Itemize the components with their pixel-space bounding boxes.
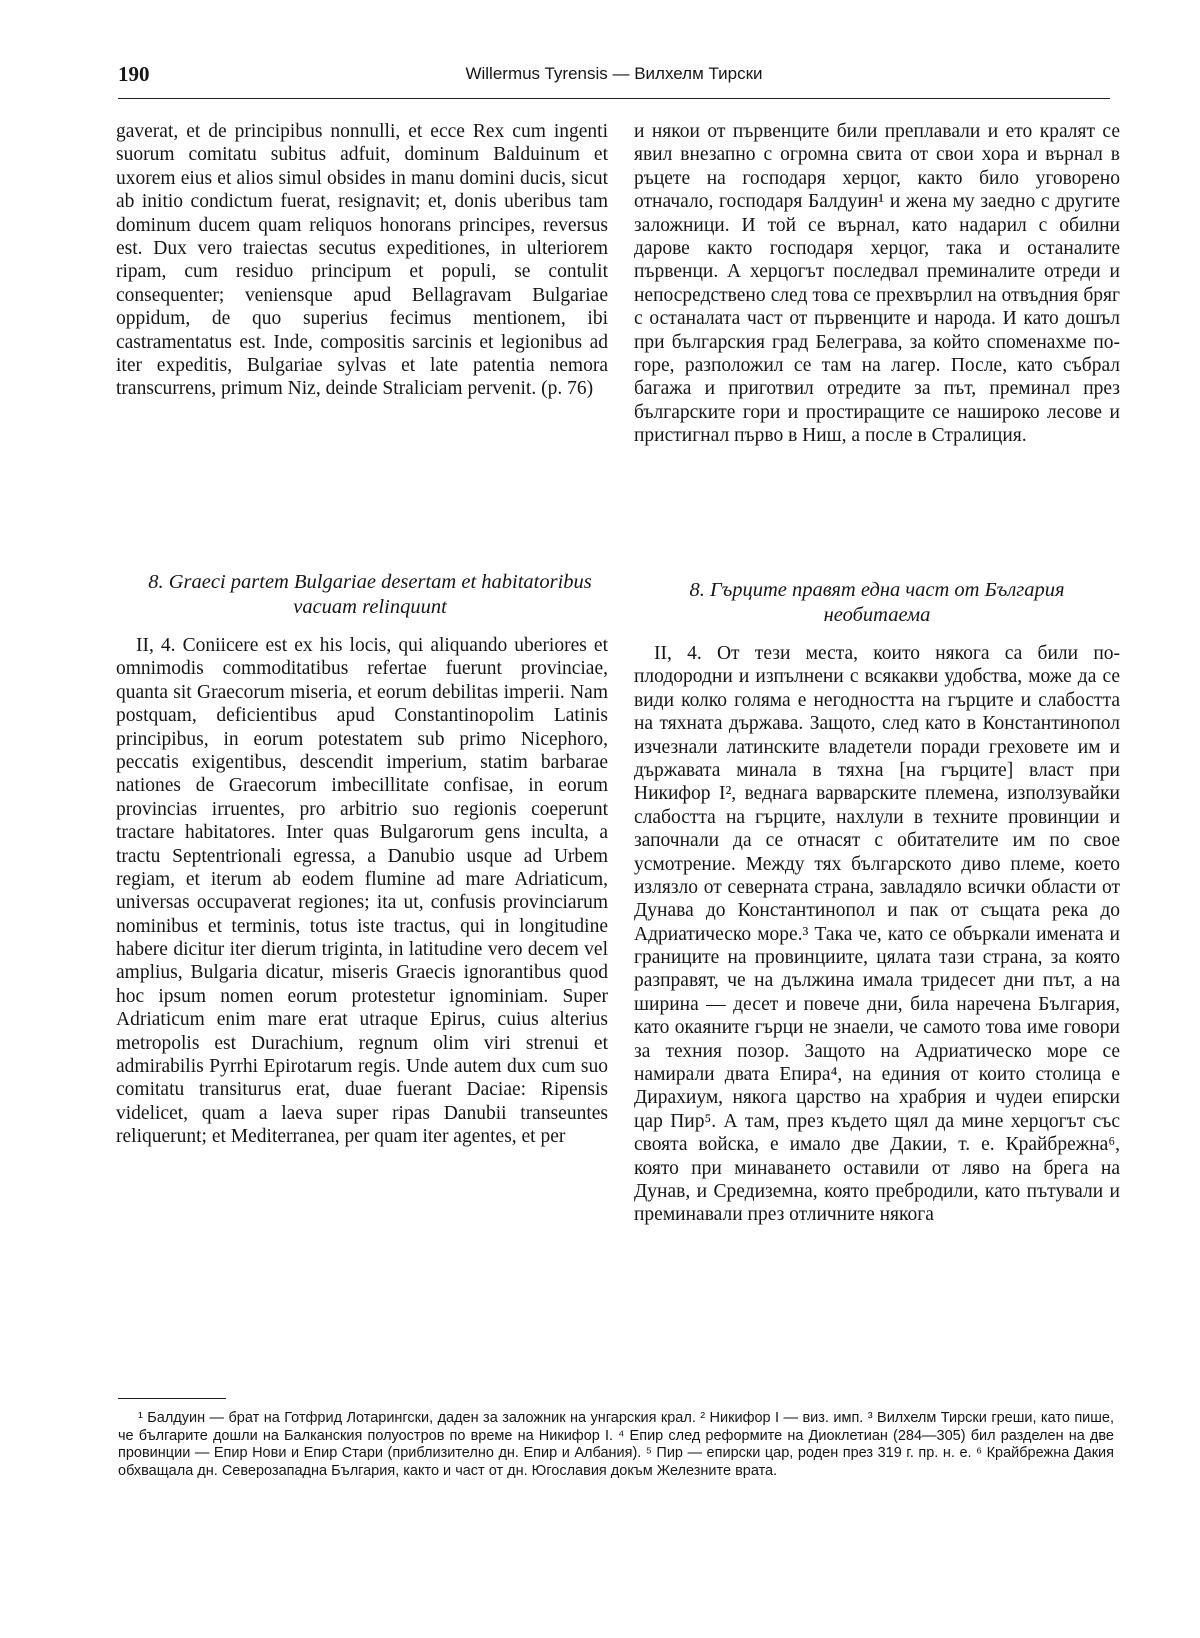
running-head: Willermus Tyrensis — Вилхелм Тирски	[465, 64, 763, 83]
bulgarian-section-heading: 8. Гърците правят една част от България необитаема	[689, 579, 1065, 626]
bulgarian-paragraph-1: и някои от първенците били преплавали и ето кралят се явил внезапно с огромна свита от свои хора и върнал в ръцете на господаря херцог, както било уговорено отначало, господаря Балдуин¹ и жена му заедно с другите заложници. И той се върнал, като надарил с обилни дарове както господаря херцог, така и останалите първенци. А херцогът последвал преминалите отреди и непосредствено след това се прехвърлил на отвъдния бряг с останалата част от първенците и народа. И като дошъл при българския град Белеграва, за който споменахме по-горе, разположил се там на лагер. После, като събрал багажа и приготвил отредите за път, преминал през българските гори и простиращите се нашироко лесове и пристигнал първо в Ниш, а после в Стралиция.	[634, 121, 1120, 447]
latin-section-heading: 8. Graeci partem Bulgariae desertam et habitatoribus vacuam relinquunt	[148, 571, 592, 618]
bulgarian-paragraph-2: II, 4. От тези места, които някога са били по-плодородни и изпълнени с всякакви удобства, може да се види колко голяма е негодността на гърците и слабостта на тяхната държава. Защото, след като в Константинопол изчезнали латинските владетели поради греховете им и държавата минала в тяхна [на гърците] власт при Никифор I², веднага варварските племена, използувайки слабостта на гърците, нахлули в техните провинции и започнали да се отнасят с обитателите им по свое усмотрение. Между тях българското диво племе, което излязло от северната страна, завладяло всички области от Дунава до Константинопол и пак от същата река до Адриатическо море.³ Така че, като се объркали имената и границите на провинциите, цялата тази страна, за която разправят, че на дължина имала тридесет дни път, а на ширина — десет и повече дни, била наречена България, като окаяните гърци не знаели, че самото това име говори за техния позор. Защото на Адриатическо море се намирали двата Епира⁴, на единия от които столица е Дирахиум, някога царство на храбрия и чудеи епирски цар Пир⁵. А там, през където щял да мине херцогът със своята войска, е имало две Дакии, т. е. Крайбрежна⁶, която при минаването оставили от ляво на брега на Дунав, и Средиземна, която пребродили, като пътували и преминавали през отличните някога	[634, 643, 1120, 1226]
bulgarian-column-top	[634, 120, 1120, 447]
latin-column-bottom	[116, 634, 608, 1149]
page-number: 190	[118, 62, 150, 86]
page-header	[118, 62, 1110, 99]
footnotes-text: ¹ Балдуин — брат на Готфрид Лотарингски, даден за заложник на унгарския крал. ² Никифор I — виз. имп. ³ Вилхелм Тирски греши, като пише, че българите дошли на Балканския полуостров по време на Никифор I. ⁴ Епир след реформите на Диоклетиан (284—305) бил разделен на две провинции — Епир Нови и Епир Стари (приблизително дн. Епир и Албания). ⁵ Пир — епирски цар, роден през 319 г. пр. н. е. ⁶ Крайбрежна Дакия обхващала дн. Северозападна България, както и част от дн. Югославия докъм Железните врата.	[118, 1410, 1114, 1480]
latin-paragraph-1: gaverat, et de principibus nonnulli, et ecce Rex cum ingenti suorum comitatu subitus adfuit, dominum Balduinum et uxorem eius et alios simul obsides in manu domini ducis, sicut ab initio condictum fuerat, resignavit; et, donis uberibus tam dominum ducem quam reliquos honorans principes, reversus est. Dux vero traiectas secutus expeditiones, in ulteriorem ripam, cum residuo principum et populi, se contulit consequenter; veniensque apud Bellagravam Bulgariae oppidum, de quo superius fecimus mentionem, ibi castramentatus est. Inde, compositis sarcinis et legionibus ad iter expeditis, Bulgariae sylvas et late patentia nemora transcurrens, primum Niz, deinde Straliciam pervenit. (p. 76)	[116, 121, 608, 400]
footnote-rule	[118, 1398, 226, 1399]
bulgarian-column-bottom	[634, 642, 1120, 1227]
footnotes	[118, 1410, 1114, 1481]
latin-paragraph-2: II, 4. Coniicere est ex his locis, qui aliquando uberiores et omnimodis commoditatibus refertae fuerunt provinciae, quanta sit Graecorum miseria, et eorum debilitas imperii. Nam postquam, deficientibus apud Constantinopolim Latinis principibus, in eorum potestatem sub primo Nicephoro, peccatis exigentibus, descendit imperium, statim barbarae nationes de Graecorum imbecillitate confisae, in eorum provincias irruentes, pro arbitrio suo regionis coeperunt tractare habitatores. Inter quas Bulgarorum gens inculta, a tractu Septentrionali egressa, a Danubio usque ad Urbem regiam, et iterum ab eodem flumine ad mare Adriaticum, universas occupaverat regiones; ita ut, confusis provinciarum nominibus et terminis, totus iste tractus, qui in longitudine habere dicitur iter dierum triginta, in latitudine vero decem vel amplius, Bulgaria dicatur, miseris Graecis ignorantibus quod hoc ipsum nomen eorum protestetur ignominiam. Super Adriaticum enim mare erat utraque Epirus, cuius alterius metropolis est Durachium, regnum olim viri strenui et admirabilis Pyrrhi Epirotarum regis. Unde autem dux cum suo comitatu transiturus erat, duae fuerant Daciae: Ripensis videlicet, quam a laeva super ripas Danubii transeuntes reliquerunt; et Mediterranea, per quam iter agentes, et per	[116, 635, 608, 1148]
latin-column-top	[116, 120, 608, 401]
